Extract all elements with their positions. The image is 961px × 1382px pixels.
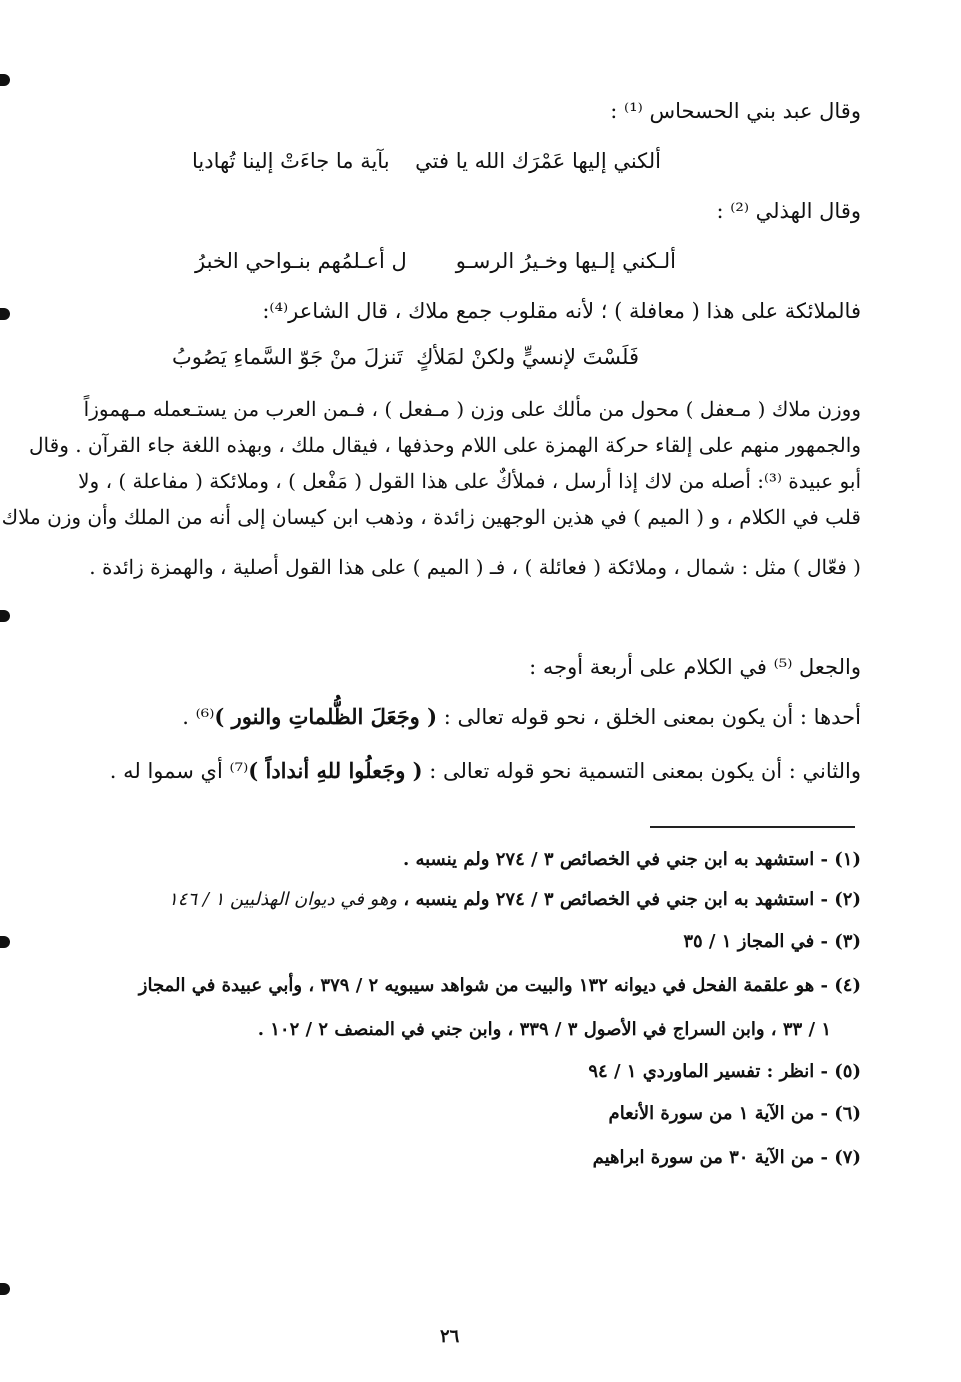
footnote-separator [650,826,855,828]
scan-mark [0,1283,10,1295]
footnote: (٦) - من الآية ١ من سورة الأنعام [608,1103,861,1124]
jaal-line-end: ⁽⁷⁾ أي سموا له . [109,759,249,783]
jaal-line-text: أحدها : أن يكون بمعنى الخلق ، نحو قوله تعالى : [437,705,861,729]
intro-line: وقال عبد بني الحسحاس ⁽¹⁾ : [610,99,861,123]
verse-right-half: فَلَسْتَ لإنسيٍّ ولكنْ لمَلأكٍ [416,345,639,369]
footnote [168,886,861,914]
handwritten-note: وهو في ديوان الهذليين ١ / ١٤٦ [168,889,398,910]
jaal-intro: والجعل ⁽⁵⁾ في الكلام على أربعة أوجه : [529,655,861,679]
verse-left-half: بآية ما جاءَتْ إلينا تُهاديا [192,149,390,173]
scan-mark [0,936,10,948]
scan-mark [0,308,10,320]
footnote: (٤) - هو علقمة الفحل في ديوانه ١٣٢ والبيت من شواهد سيبويه ٢ / ٣٧٩ ، وأبي عبيدة في المجاز [138,975,861,996]
scan-mark [0,610,10,622]
malaika-line: فالملائكة على هذا ( معافلة ) ؛ لأنه مقلوب جمع ملاك ، قال الشاعر⁽⁴⁾: [262,299,861,323]
verse-left-half: ل أعـلمُهم بنـواحي الخبرُ [195,249,407,273]
scan-mark [0,74,10,86]
jaal-line-text: والثاني : أن يكون بمعنى التسمية نحو قوله تعالى : [422,759,861,783]
footnote: (١) - استشهد به ابن جني في الخصائص ٣ / ٢٧٤ ولم ينسبه . [402,849,861,870]
verse-right-half: ألكني إليها عَمْرَك الله يا فتي [415,149,661,173]
footnote: (٣) - في المجاز ١ / ٣٥ [683,931,861,952]
footnote: (٥) - انظر : تفسير الماوردي ١ / ٩٤ [588,1061,861,1082]
footnote: (٧) - من الآية ٣٠ من سورة ابراهيم [592,1147,861,1168]
paragraph-line: قلب في الكلام ، و ( الميم ) في هذين الوجهين زائدة ، وذهب ابن كيسان إلى أنه من الملك وأن وزن ملاك [1,505,861,529]
paragraph-line: ووزن ملاك ( مـعفل ) محول من مألك على وزن ( مـفعل ) ، فـمن العرب من يستـعمله مـهموزاً [83,397,861,421]
paragraph-line: والجمهور منهم على إلقاء حركة الهمزة على اللام وحذفها ، فيقال ملك ، وبهذه اللغة جاء القرآن . وقال [29,433,861,457]
quran-quote: ( وجَعَلَ الظُّلماتِ والنور ) [214,704,438,729]
intro-line: وقال الهذلي ⁽²⁾ : [716,199,861,223]
footnote-continuation: ١ / ٣٣ ، وابن السراج في الأصول ٣ / ٣٣٩ ، وابن جني في المنصف ٢ / ١٠٢ . [257,1019,831,1040]
verse-right-half: ألـكني إلـيها وخـيرُ الرسـو [455,249,676,273]
footnote-text: (٢) - استشهد به ابن جني في الخصائص ٣ / ٢٧٤ ولم ينسبه ، [403,889,861,910]
paragraph-line: ( فعّال ) مثل : شمال ، وملائكة ( فعائلة ) ، فـ ( الميم ) على هذا القول أصلية ، والهمزة زائدة . [89,555,861,579]
paragraph-line: أبو عبيدة ⁽³⁾: أصله من لاك إذا أرسل ، فملأكٌ على هذا القول ( مَفْعل ) ، وملائكة ( مفاعلة ) ، ولا [78,469,861,493]
jaal-line [182,702,861,732]
jaal-line [110,756,861,786]
verse-left-half: تَنزلَ منْ جَوّ السَّماءِ يَصُوبُ [172,345,403,369]
quran-quote: ( وجَعلُوا للهِ أنداداً ) [248,758,423,783]
jaal-line-end: ⁽⁶⁾ . [182,705,215,729]
page-number: ٢٦ [440,1326,460,1347]
